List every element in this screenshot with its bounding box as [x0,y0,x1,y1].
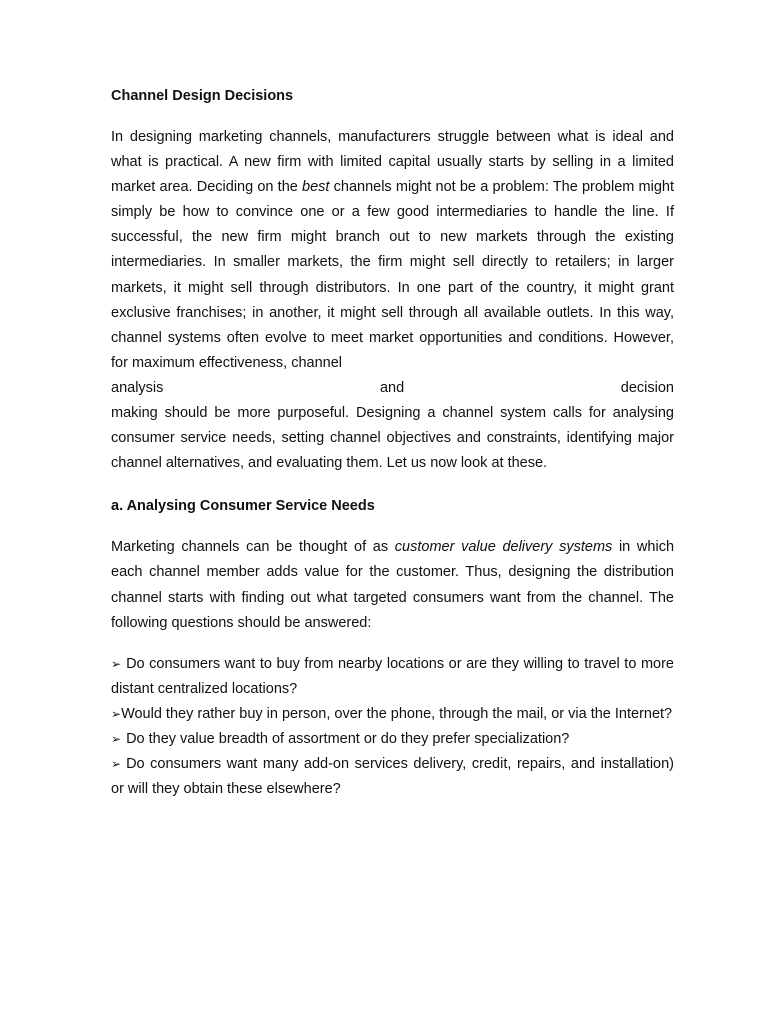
section-a-paragraph [111,535,674,635]
question-text: Would they rather buy in person, over the phone, through the mail, or via the Internet? [121,705,673,722]
question-list [111,652,674,803]
page-title: Channel Design Decisions [111,88,294,104]
arrow-bullet-icon: ➢ [111,731,122,746]
question-item [111,652,674,702]
arrow-bullet-icon: ➢ [111,757,122,772]
intro-spread-line [111,376,674,401]
question-text: Do they value breadth of assortment or do they prefer specialization? [126,730,570,747]
section-a-text-part1: Marketing channels can be thought of as [111,539,395,556]
intro-emphasis: best [302,179,330,196]
spread-word-analysis: analysis [111,379,164,396]
spread-word-and: and [379,379,405,396]
section-a-heading: a. Analysing Consumer Service Needs [111,498,375,515]
question-text: Do consumers want to buy from nearby locations or are they willing to travel to more distant centralized locations? [111,655,674,697]
document-page [111,86,674,818]
intro-paragraph-continued: making should be more purposeful. Designing a channel system calls for analysing consumer service needs, setting channel objectives and constraints, identifying major channel alternatives, and evaluating them. Let us now look at these. [111,405,674,472]
question-text: Do consumers want many add-on services delivery, credit, repairs, and installation) or will they obtain these elsewhere? [111,756,674,798]
intro-text-part1: In designing marketing channels, manufacturers struggle between what is ideal and what is practical. A new firm with limited capital usually starts by selling in a limited market area. Deciding on the [111,129,674,196]
question-item [111,727,674,752]
spread-word-decision: decision [620,379,674,396]
section-a-emphasis: customer value delivery systems [394,539,613,556]
intro-text-part2: channels might not be a problem: The problem might simply be how to convince one or a few good intermediaries to handle the line. If successful, the new firm might branch out to new markets through the existing intermediaries. In smaller markets, the firm might sell directly to retailers; in larger markets, it might sell through distributors. In one part of the country, it might grant exclusive franchises; in another, it might sell through all available outlets. In this way, channel systems often evolve to meet market opportunities and conditions. However, for maximum effectiveness, channel [111,179,674,371]
section-a-text-part2: in which each channel member adds value for the customer. Thus, designing the distribution channel starts with finding out what targeted consumers want from the channel. The following questions should be answered: [111,539,675,631]
question-item [111,702,674,727]
arrow-bullet-icon: ➢ [111,656,122,671]
arrow-bullet-icon: ➢ [111,706,122,721]
question-item [111,752,674,802]
intro-paragraph [111,125,674,376]
